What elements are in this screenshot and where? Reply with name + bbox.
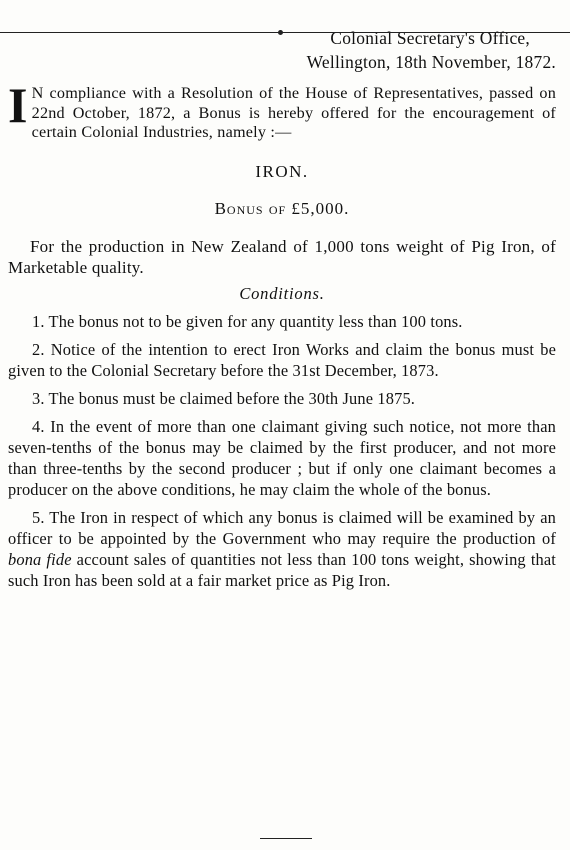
condition-4: 4. In the event of more than one claimant giving such notice, not more than seven-tenths of the bonus may be claimed by the first producer, and not more than three-tenths by the second producer ; but if only one claimant becomes a producer on the above conditions, he may claim the whole of the bonus. [8, 416, 556, 499]
drop-cap: I [8, 77, 28, 133]
production-paragraph: For the production in New Zealand of 1,000 tons weight of Pig Iron, of Marketable quality. [8, 236, 556, 277]
gazette-notice [0, 26, 570, 850]
condition-3: 3. The bonus must be claimed before the 30th June 1875. [32, 388, 416, 408]
condition-5 [8, 507, 556, 591]
condition-5-text-a: 5. The Iron in respect of which any bonus is claimed will be examined by an officer to be appointed by the Government who may require the production of [8, 507, 556, 548]
condition-5-italic: bona fide [8, 549, 72, 569]
intro-paragraph [8, 77, 556, 143]
condition-1: 1. The bonus not to be given for any quantity less than 100 tons. [32, 311, 463, 331]
top-rule [0, 32, 570, 33]
place-date-line: Wellington, 18th November, 1872. [306, 52, 556, 72]
condition-5-text-b: account sales of quantities not less than 100 tons weight, showing that such Iron has been sold at a fair market price as Pig Iron. [8, 549, 556, 590]
intro-text: N compliance with a Resolution of the House of Representatives, passed on 22nd October, 1872, a Bonus is hereby offered for the encouragement of certain Colonial Industries, namely :— [31, 84, 556, 141]
section-title: IRON. [255, 161, 309, 181]
conditions-heading: Conditions. [239, 283, 325, 303]
bottom-rule [260, 838, 312, 839]
bonus-heading: Bonus of £5,000. [214, 198, 350, 218]
rule-ornament [278, 30, 283, 35]
office-line: Colonial Secretary's Office, [330, 28, 530, 48]
condition-2: 2. Notice of the intention to erect Iron Works and claim the bonus must be given to the Colonial Secretary before the 31st December, 1873. [8, 339, 556, 380]
